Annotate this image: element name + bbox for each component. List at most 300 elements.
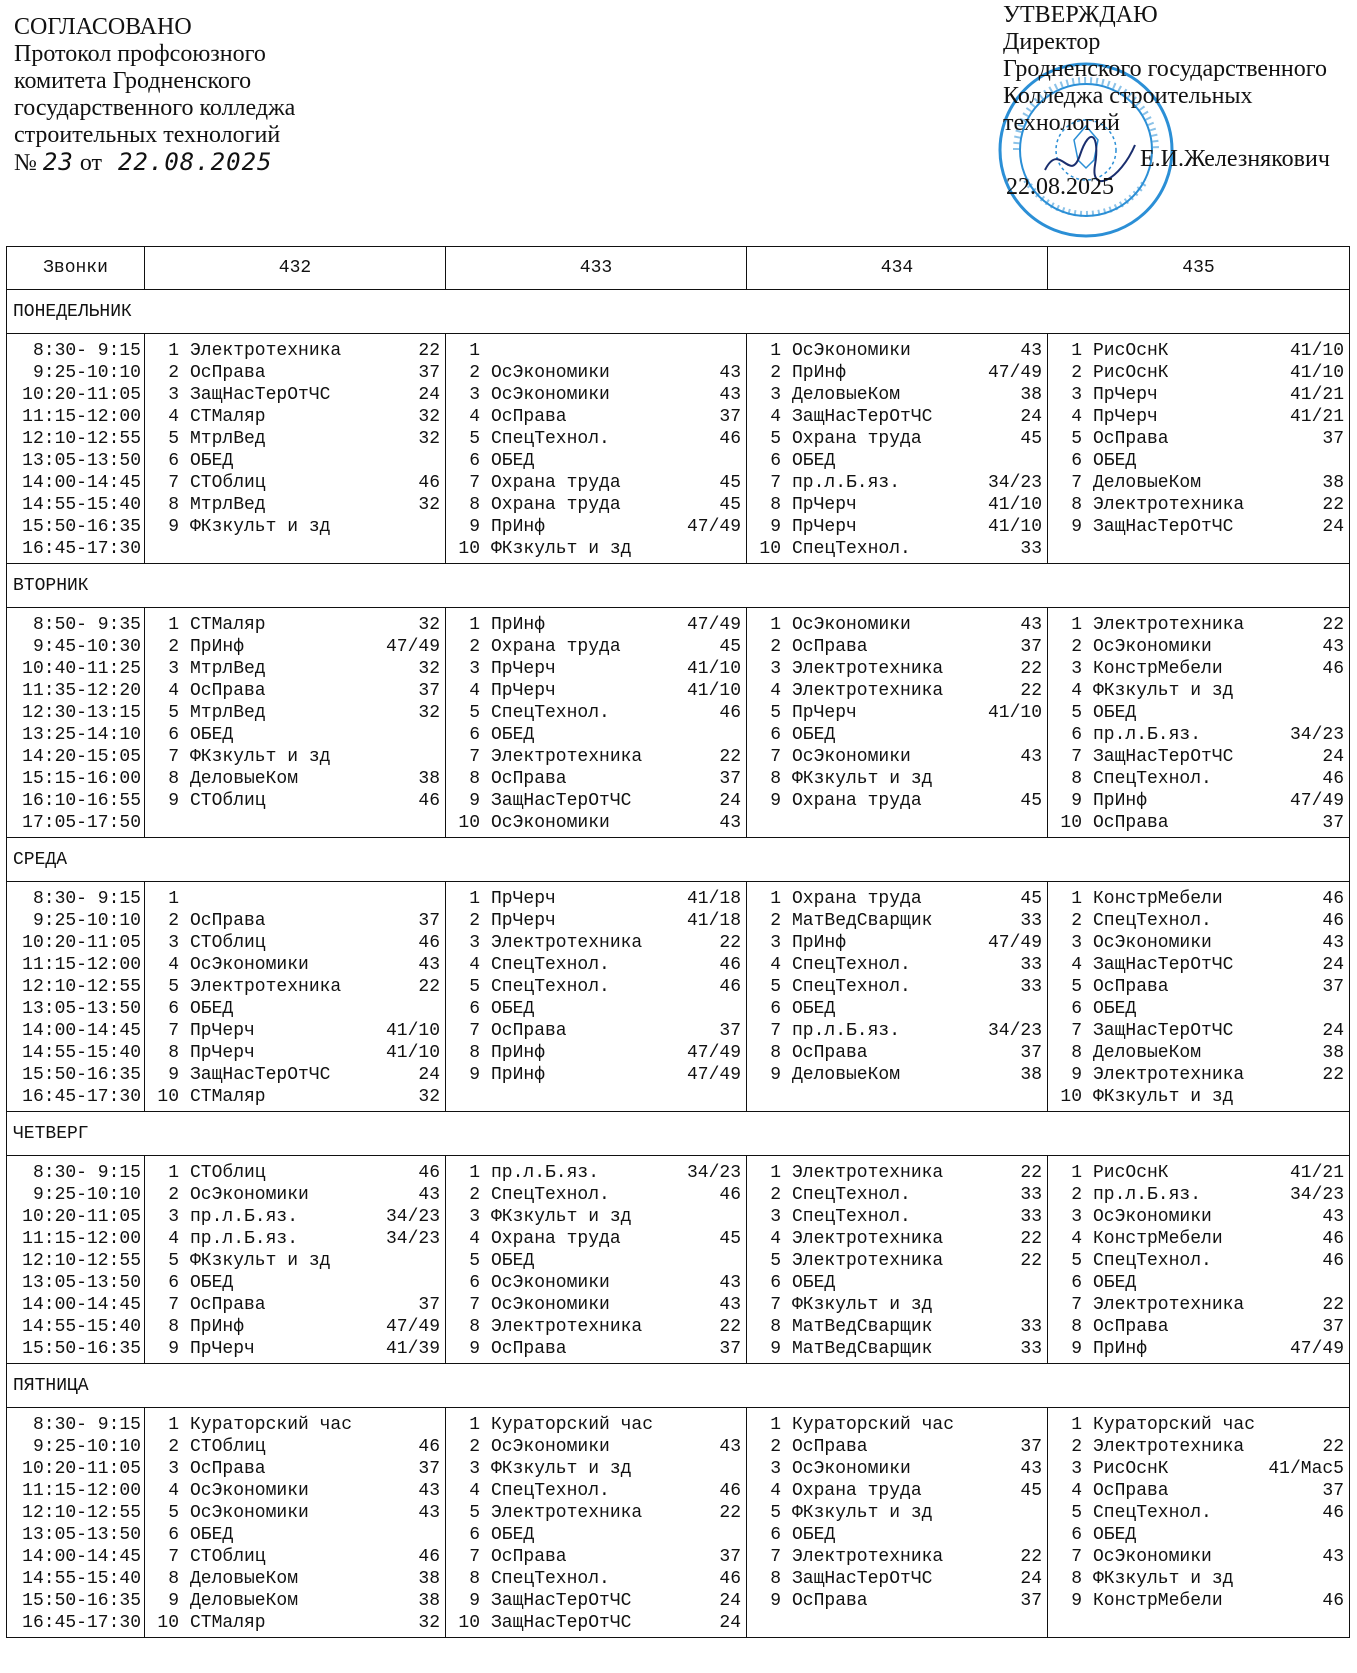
lesson-number: 4 — [770, 407, 781, 427]
lesson-room: 22 — [418, 977, 440, 997]
lesson-room: 45 — [719, 495, 741, 515]
lesson-number: 2 — [1071, 1185, 1082, 1205]
lesson-subject: МатВедСварщик — [792, 1339, 933, 1359]
lesson-number: 6 — [469, 1525, 480, 1545]
lesson-subject: пр.л.Б.яз. — [1093, 1185, 1202, 1205]
lesson-subject: ОсПрава — [792, 1043, 868, 1063]
lesson-number: 2 — [770, 911, 781, 931]
lesson-room: 46 — [719, 1481, 741, 1501]
lesson-number: 2 — [469, 911, 480, 931]
lesson-number: 5 — [1071, 703, 1082, 723]
lesson-subject: СпецТехнол. — [491, 1185, 610, 1205]
lesson-subject: Электротехника — [792, 1547, 944, 1567]
lesson-room: 33 — [1020, 1317, 1042, 1337]
bell-time: 14:55-15:40 — [22, 495, 141, 515]
lesson-room: 37 — [719, 769, 741, 789]
lesson-entry — [759, 428, 1042, 450]
lesson-room: 45 — [719, 473, 741, 493]
lesson-subject: СпецТехнол. — [1093, 911, 1212, 931]
lesson-room: 43 — [1020, 1459, 1042, 1479]
lesson-number: 4 — [168, 1229, 179, 1249]
lesson-entry — [1060, 1480, 1344, 1502]
lesson-entry — [759, 790, 1042, 812]
lesson-number: 9 — [469, 791, 480, 811]
lesson-entry — [759, 614, 1042, 636]
lesson-number: 3 — [168, 1207, 179, 1227]
header-bells: Звонки — [7, 247, 145, 290]
lesson-subject: ОсЭкономики — [792, 341, 911, 361]
lesson-subject: ПрИнф — [190, 637, 245, 657]
lesson-number: 7 — [770, 1295, 781, 1315]
lesson-subject: ОсЭкономики — [1093, 1207, 1212, 1227]
lesson-room: 38 — [418, 1591, 440, 1611]
lesson-entry — [759, 658, 1042, 680]
director-title: Директор — [1003, 29, 1101, 55]
lesson-subject: ФКзкульт и зд — [1093, 1569, 1234, 1589]
lesson-room: 45 — [1020, 429, 1042, 449]
lesson-number: 10 — [157, 1613, 179, 1633]
schedule-table — [6, 246, 1350, 1638]
lesson-number: 6 — [469, 999, 480, 1019]
bell-time: 16:45-17:30 — [22, 1613, 141, 1633]
lesson-subject: КонстрМебели — [1093, 889, 1223, 909]
lesson-number: 5 — [770, 703, 781, 723]
lesson-subject: ДеловыеКом — [1093, 473, 1202, 493]
lesson-subject: ЗащНасТерОтЧС — [190, 385, 331, 405]
lesson-entry — [458, 888, 741, 910]
bell-time: 15:15-16:00 — [22, 769, 141, 789]
lesson-entry — [458, 636, 741, 658]
bell-times-cell — [7, 608, 145, 838]
group-lessons-cell — [1048, 1408, 1350, 1638]
lesson-number: 1 — [168, 889, 179, 909]
lesson-number: 10 — [458, 1613, 480, 1633]
lesson-number: 8 — [469, 1043, 480, 1063]
lesson-room: 34/23 — [385, 1207, 440, 1227]
lesson-number: 9 — [469, 517, 480, 537]
lesson-subject: ЗащНасТерОтЧС — [190, 1065, 331, 1085]
bell-time: 14:20-15:05 — [22, 747, 141, 767]
lesson-room: 37 — [418, 681, 440, 701]
lesson-room: 41/21 — [1289, 1163, 1344, 1183]
lesson-subject: КонстрМебели — [1093, 1591, 1223, 1611]
lesson-room: 24 — [1322, 517, 1344, 537]
lesson-room: 33 — [1020, 1339, 1042, 1359]
lesson-number: 9 — [168, 1065, 179, 1085]
lesson-subject: СТОблиц — [190, 1437, 266, 1457]
lesson-room: 43 — [719, 1437, 741, 1457]
lesson-number: 6 — [469, 1273, 480, 1293]
bell-time: 13:05-13:50 — [22, 1525, 141, 1545]
lesson-subject: ОсПрава — [190, 681, 266, 701]
lesson-entry — [157, 702, 440, 724]
lesson-entry — [759, 1162, 1042, 1184]
bell-time: 13:05-13:50 — [22, 451, 141, 471]
lesson-number: 2 — [469, 637, 480, 657]
lesson-room: 41/10 — [385, 1043, 440, 1063]
lesson-number: 8 — [168, 1569, 179, 1589]
day-name: ПОНЕДЕЛЬНИК — [7, 290, 1350, 334]
lesson-room: 41/18 — [686, 889, 741, 909]
lesson-room: 47/49 — [1289, 1339, 1344, 1359]
lesson-number: 8 — [1071, 495, 1082, 515]
lesson-subject: СТМаляр — [190, 1613, 266, 1633]
lesson-room: 46 — [1322, 911, 1344, 931]
lesson-subject: ОБЕД — [491, 1525, 535, 1545]
lesson-number: 3 — [168, 385, 179, 405]
lesson-subject: Кураторский час — [491, 1415, 654, 1435]
lesson-entry — [458, 932, 741, 954]
lesson-entry — [1060, 1272, 1344, 1294]
lesson-room: 24 — [1322, 955, 1344, 975]
lesson-entry — [1060, 1414, 1344, 1436]
day-header-row — [7, 838, 1350, 882]
lesson-room: 43 — [719, 813, 741, 833]
lesson-room: 37 — [418, 1295, 440, 1315]
lesson-number: 4 — [770, 1481, 781, 1501]
lesson-room: 43 — [1020, 341, 1042, 361]
lesson-entry — [157, 746, 440, 768]
lesson-subject: ОсПрава — [792, 1437, 868, 1457]
bell-time: 13:05-13:50 — [22, 999, 141, 1019]
lesson-subject: ОсЭкономики — [1093, 1547, 1212, 1567]
lesson-entry — [759, 724, 1042, 746]
lesson-subject: ФКзкульт и зд — [1093, 681, 1234, 701]
lesson-number: 4 — [1071, 1229, 1082, 1249]
lesson-room: 41/10 — [987, 517, 1042, 537]
lesson-room: 43 — [418, 1503, 440, 1523]
lesson-number: 7 — [770, 473, 781, 493]
lesson-room: 37 — [1020, 637, 1042, 657]
group-lessons-cell — [747, 1156, 1048, 1364]
lesson-room: 46 — [418, 933, 440, 953]
lesson-subject: Электротехника — [792, 1229, 944, 1249]
lesson-entry — [759, 1480, 1042, 1502]
lesson-number: 8 — [1071, 769, 1082, 789]
lesson-room: 45 — [1020, 889, 1042, 909]
lesson-entry — [458, 1064, 741, 1086]
lesson-entry — [458, 746, 741, 768]
bell-time: 16:45-17:30 — [22, 539, 141, 559]
group-lessons-cell — [446, 608, 747, 838]
lesson-number: 3 — [770, 1459, 781, 1479]
bell-time: 14:00-14:45 — [22, 473, 141, 493]
lesson-number: 9 — [770, 791, 781, 811]
lesson-number: 3 — [469, 1207, 480, 1227]
lesson-room: 37 — [1020, 1043, 1042, 1063]
lesson-entry — [1060, 1020, 1344, 1042]
lesson-subject: СпецТехнол. — [792, 539, 911, 559]
lesson-room: 41/10 — [385, 1021, 440, 1041]
lesson-room: 38 — [1322, 473, 1344, 493]
group-lessons-cell — [446, 1408, 747, 1638]
lesson-number: 3 — [469, 659, 480, 679]
lesson-subject: ОБЕД — [792, 451, 836, 471]
lesson-entry — [1060, 724, 1344, 746]
lesson-subject: ОсЭкономики — [1093, 933, 1212, 953]
lesson-entry — [458, 702, 741, 724]
lesson-number: 8 — [770, 769, 781, 789]
lesson-room: 43 — [1020, 615, 1042, 635]
lesson-entry — [1060, 636, 1344, 658]
lesson-number: 8 — [770, 1569, 781, 1589]
lesson-room: 37 — [1322, 429, 1344, 449]
lesson-subject: Электротехника — [491, 747, 643, 767]
lesson-subject: ПрЧерч — [792, 703, 857, 723]
lesson-subject: ФКзкульт и зд — [792, 769, 933, 789]
lesson-entry — [759, 1502, 1042, 1524]
lesson-entry — [1060, 1294, 1344, 1316]
lesson-room: 22 — [719, 933, 741, 953]
day-header-row — [7, 564, 1350, 608]
group-lessons-cell — [1048, 1156, 1350, 1364]
day-lessons-row — [7, 1408, 1350, 1638]
lesson-entry — [759, 636, 1042, 658]
lesson-room: 47/49 — [686, 615, 741, 635]
lesson-number: 2 — [1071, 911, 1082, 931]
lesson-subject: ОсПрава — [190, 363, 266, 383]
lesson-subject: Электротехника — [792, 1163, 944, 1183]
lesson-entry — [157, 384, 440, 406]
lesson-entry — [1060, 680, 1344, 702]
lesson-entry — [1060, 812, 1344, 834]
lesson-number: 1 — [1071, 889, 1082, 909]
protocol-number-label: № — [14, 150, 37, 176]
lesson-entry — [759, 1206, 1042, 1228]
lesson-number: 1 — [168, 341, 179, 361]
lesson-number: 2 — [770, 1185, 781, 1205]
bell-time: 9:45-10:30 — [32, 637, 141, 657]
lesson-number: 8 — [168, 1317, 179, 1337]
lesson-room: 37 — [418, 1459, 440, 1479]
lesson-number: 10 — [1060, 813, 1082, 833]
header-group-434: 434 — [747, 247, 1048, 290]
lesson-room: 46 — [1322, 889, 1344, 909]
lesson-number: 4 — [469, 681, 480, 701]
lesson-subject: ОБЕД — [1093, 999, 1137, 1019]
lesson-entry — [1060, 998, 1344, 1020]
lesson-entry — [759, 1458, 1042, 1480]
lesson-number: 5 — [168, 977, 179, 997]
lesson-subject: ФКзкульт и зд — [190, 517, 331, 537]
lesson-subject: Кураторский час — [190, 1415, 353, 1435]
lesson-entry — [157, 998, 440, 1020]
lesson-entry — [759, 472, 1042, 494]
lesson-room: 22 — [1020, 1163, 1042, 1183]
lesson-entry — [759, 538, 1042, 560]
lesson-subject: ПрЧерч — [792, 495, 857, 515]
group-lessons-cell — [1048, 334, 1350, 564]
lesson-number: 6 — [469, 451, 480, 471]
lesson-number: 3 — [1071, 659, 1082, 679]
lesson-room: 41/10 — [1289, 363, 1344, 383]
lesson-entry — [1060, 1162, 1344, 1184]
lesson-subject: СпецТехнол. — [792, 955, 911, 975]
lesson-number: 4 — [469, 407, 480, 427]
lesson-subject: ПрИнф — [491, 615, 546, 635]
lesson-entry — [759, 976, 1042, 998]
lesson-room: 22 — [1020, 1229, 1042, 1249]
lesson-number: 7 — [1071, 1295, 1082, 1315]
lesson-entry — [157, 1086, 440, 1108]
lesson-number: 1 — [469, 889, 480, 909]
group-lessons-cell — [747, 1408, 1048, 1638]
lesson-entry — [458, 516, 741, 538]
lesson-number: 2 — [770, 637, 781, 657]
lesson-room: 24 — [1020, 1569, 1042, 1589]
lesson-entry — [458, 1502, 741, 1524]
lesson-number: 2 — [168, 1437, 179, 1457]
lesson-subject: ПрЧерч — [792, 517, 857, 537]
lesson-entry — [759, 1228, 1042, 1250]
lesson-entry — [1060, 702, 1344, 724]
lesson-entry — [157, 932, 440, 954]
lesson-entry — [1060, 954, 1344, 976]
lesson-number: 3 — [168, 659, 179, 679]
lesson-number: 4 — [1071, 407, 1082, 427]
lesson-room: 46 — [1322, 1251, 1344, 1271]
lesson-entry — [157, 428, 440, 450]
group-lessons-cell — [145, 334, 446, 564]
lesson-entry — [157, 636, 440, 658]
lesson-subject: РисОснК — [1093, 1459, 1169, 1479]
lesson-room: 33 — [1020, 1185, 1042, 1205]
lesson-number: 7 — [168, 747, 179, 767]
lesson-entry — [157, 614, 440, 636]
lesson-room: 47/49 — [686, 517, 741, 537]
lesson-number: 7 — [168, 473, 179, 493]
lesson-entry — [157, 1184, 440, 1206]
lesson-number: 6 — [770, 1525, 781, 1545]
lesson-entry — [1060, 910, 1344, 932]
lesson-number: 2 — [1071, 637, 1082, 657]
lesson-subject: ОсЭкономики — [491, 1273, 610, 1293]
lesson-room: 47/49 — [385, 1317, 440, 1337]
lesson-room: 32 — [418, 1087, 440, 1107]
lesson-number: 9 — [770, 1065, 781, 1085]
lesson-subject: ОсПрава — [792, 637, 868, 657]
lesson-entry — [157, 1414, 440, 1436]
lesson-subject: ОсЭкономики — [1093, 637, 1212, 657]
lesson-room: 32 — [418, 615, 440, 635]
group-lessons-cell — [1048, 882, 1350, 1112]
group-lessons-cell — [446, 882, 747, 1112]
lesson-room: 45 — [1020, 791, 1042, 811]
lesson-room: 32 — [418, 659, 440, 679]
lesson-entry — [458, 538, 741, 560]
lesson-subject: Охрана труда — [491, 495, 621, 515]
lesson-room: 24 — [719, 1613, 741, 1633]
lesson-room: 46 — [719, 1569, 741, 1589]
protocol-line-3: государственного колледжа — [14, 95, 296, 121]
lesson-room: 46 — [1322, 659, 1344, 679]
lesson-room: 22 — [1020, 1547, 1042, 1567]
bell-time: 9:25-10:10 — [32, 1437, 141, 1457]
bell-time: 10:20-11:05 — [22, 1459, 141, 1479]
lesson-subject: ПрЧерч — [491, 889, 556, 909]
lesson-number: 7 — [770, 747, 781, 767]
lesson-room: 37 — [1322, 1317, 1344, 1337]
lesson-entry — [759, 680, 1042, 702]
lesson-subject: Охрана труда — [491, 637, 621, 657]
bell-times-cell — [7, 1156, 145, 1364]
lesson-subject: ПрИнф — [190, 1317, 245, 1337]
lesson-entry — [759, 450, 1042, 472]
lesson-number: 9 — [469, 1065, 480, 1085]
lesson-room: 38 — [1020, 385, 1042, 405]
lesson-subject: Электротехника — [190, 341, 342, 361]
lesson-entry — [157, 1316, 440, 1338]
lesson-entry — [157, 1590, 440, 1612]
bell-time: 14:00-14:45 — [22, 1295, 141, 1315]
lesson-entry — [458, 1294, 741, 1316]
lesson-number: 4 — [168, 407, 179, 427]
lesson-entry — [458, 1184, 741, 1206]
lesson-subject: Электротехника — [491, 933, 643, 953]
lesson-entry — [759, 768, 1042, 790]
lesson-subject: ОБЕД — [792, 1273, 836, 1293]
lesson-subject: Охрана труда — [491, 1229, 621, 1249]
bell-time: 12:10-12:55 — [22, 977, 141, 997]
lesson-number: 3 — [770, 659, 781, 679]
lesson-subject: ЗащНасТерОтЧС — [491, 791, 632, 811]
lesson-room: 46 — [418, 473, 440, 493]
lesson-number: 1 — [168, 1163, 179, 1183]
lesson-room: 34/23 — [987, 473, 1042, 493]
bell-time: 10:20-11:05 — [22, 385, 141, 405]
lesson-number: 4 — [168, 681, 179, 701]
lesson-entry — [157, 1502, 440, 1524]
lesson-number: 1 — [469, 1415, 480, 1435]
lesson-room: 34/23 — [686, 1163, 741, 1183]
lesson-entry — [157, 1162, 440, 1184]
lesson-subject: СТОблиц — [190, 1547, 266, 1567]
protocol-date-label: от — [79, 150, 102, 176]
lesson-number: 3 — [770, 385, 781, 405]
lesson-room: 45 — [1020, 1481, 1042, 1501]
bell-time: 14:55-15:40 — [22, 1043, 141, 1063]
lesson-room: 43 — [1020, 747, 1042, 767]
lesson-subject: ФКзкульт и зд — [491, 539, 632, 559]
lesson-room: 43 — [719, 1295, 741, 1315]
lesson-number: 7 — [1071, 747, 1082, 767]
lesson-entry — [157, 406, 440, 428]
lesson-entry — [759, 406, 1042, 428]
lesson-entry — [759, 1184, 1042, 1206]
lesson-subject: МтрлВед — [190, 495, 266, 515]
protocol-line-4: строительных технологий — [14, 122, 281, 148]
lesson-entry — [759, 702, 1042, 724]
lesson-number: 3 — [1071, 1459, 1082, 1479]
lesson-room: 32 — [418, 495, 440, 515]
lesson-entry — [759, 888, 1042, 910]
lesson-room: 34/23 — [1289, 1185, 1344, 1205]
lesson-room: 46 — [418, 791, 440, 811]
lesson-number: 2 — [1071, 363, 1082, 383]
lesson-entry — [1060, 1064, 1344, 1086]
lesson-subject: ПрЧерч — [190, 1339, 255, 1359]
lesson-subject: ОБЕД — [190, 1273, 234, 1293]
lesson-room: 38 — [1020, 1065, 1042, 1085]
lesson-room: 37 — [1020, 1437, 1042, 1457]
lesson-subject: ПрЧерч — [1093, 385, 1158, 405]
lesson-number: 4 — [168, 1481, 179, 1501]
lesson-room: 22 — [1020, 1251, 1042, 1271]
lesson-room: 33 — [1020, 955, 1042, 975]
lesson-room: 24 — [719, 791, 741, 811]
lesson-entry — [458, 1206, 741, 1228]
lesson-entry — [1060, 450, 1344, 472]
